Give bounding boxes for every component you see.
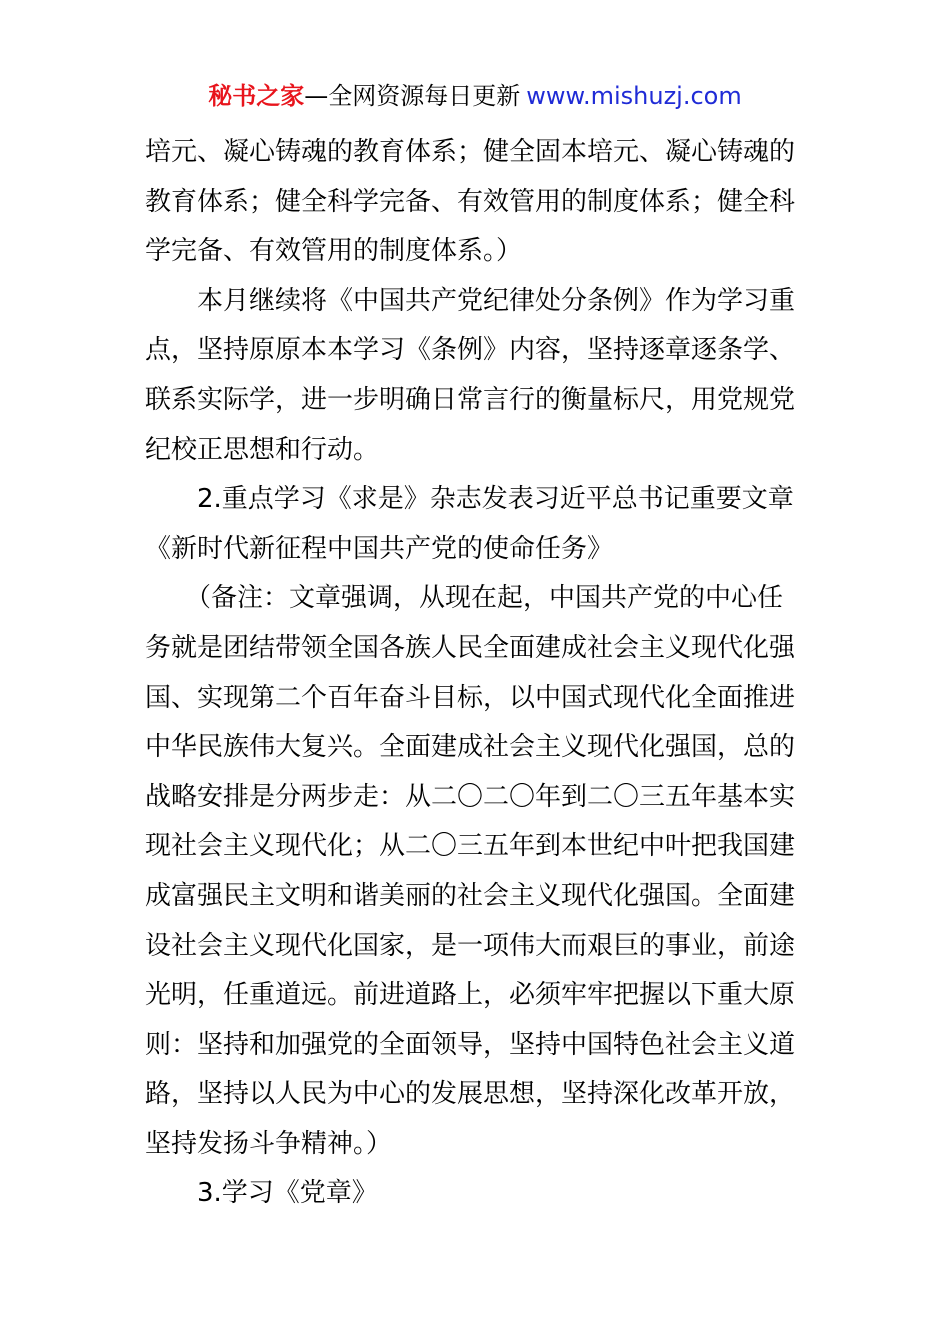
site-slogan: —全网资源每日更新 [304,82,521,110]
text-line: 战略安排是分两步走：从二〇二〇年到二〇三五年基本实 [145,781,796,812]
text-line: 培元、凝心铸魂的教育体系；健全固本培元、凝心铸魂的 [145,137,796,167]
section-heading-3: 3.学习《党章》 [197,1178,378,1209]
text-line: 教育体系；健全科学完备、有效管用的制度体系；健全科 [145,186,796,217]
text-line: 成富强民主文明和谐美丽的社会主义现代化强国。全面建 [145,880,796,911]
document-body [145,128,807,1219]
text-line: 坚持发扬斗争精神。） [145,1128,393,1159]
text-line: 中华民族伟大复兴。全面建成社会主义现代化强国，总的 [145,732,796,763]
text-line: 《新时代新征程中国共产党的使命任务》 [145,533,614,564]
text-line: 点，坚持原原本本学习《条例》内容，坚持逐章逐条学、 [145,335,796,366]
site-brand: 秘书之家 [208,82,305,110]
text-line: 联系实际学，进一步明确日常言行的衡量标尺，用党规党 [145,384,796,415]
text-line: 现社会主义现代化；从二〇三五年到本世纪中叶把我国建 [145,831,796,862]
text-line: 则：坚持和加强党的全面领导，坚持中国特色社会主义道 [145,1029,796,1060]
text-line: 务就是团结带领全国各族人民全面建成社会主义现代化强 [145,632,796,663]
section-heading-2: 2.重点学习《求是》杂志发表习近平总书记重要文章 [197,484,794,515]
note-line: （备注：文章强调，从现在起，中国共产党的中心任 [185,583,784,614]
site-header [0,78,950,114]
text-line: 路，坚持以人民为中心的发展思想，坚持深化改革开放， [145,1079,796,1110]
site-url-link[interactable]: www.mishuzj.com [526,82,742,110]
text-line: 学完备、有效管用的制度体系。） [145,236,523,267]
text-line: 国、实现第二个百年奋斗目标，以中国式现代化全面推进 [145,682,796,713]
text-line: 光明，任重道远。前进道路上，必须牢牢把握以下重大原 [145,980,796,1011]
text-line: 纪校正思想和行动。 [145,434,380,465]
text-line: 本月继续将《中国共产党纪律处分条例》作为学习重 [197,285,796,316]
text-line: 设社会主义现代化国家，是一项伟大而艰巨的事业，前途 [145,930,796,961]
